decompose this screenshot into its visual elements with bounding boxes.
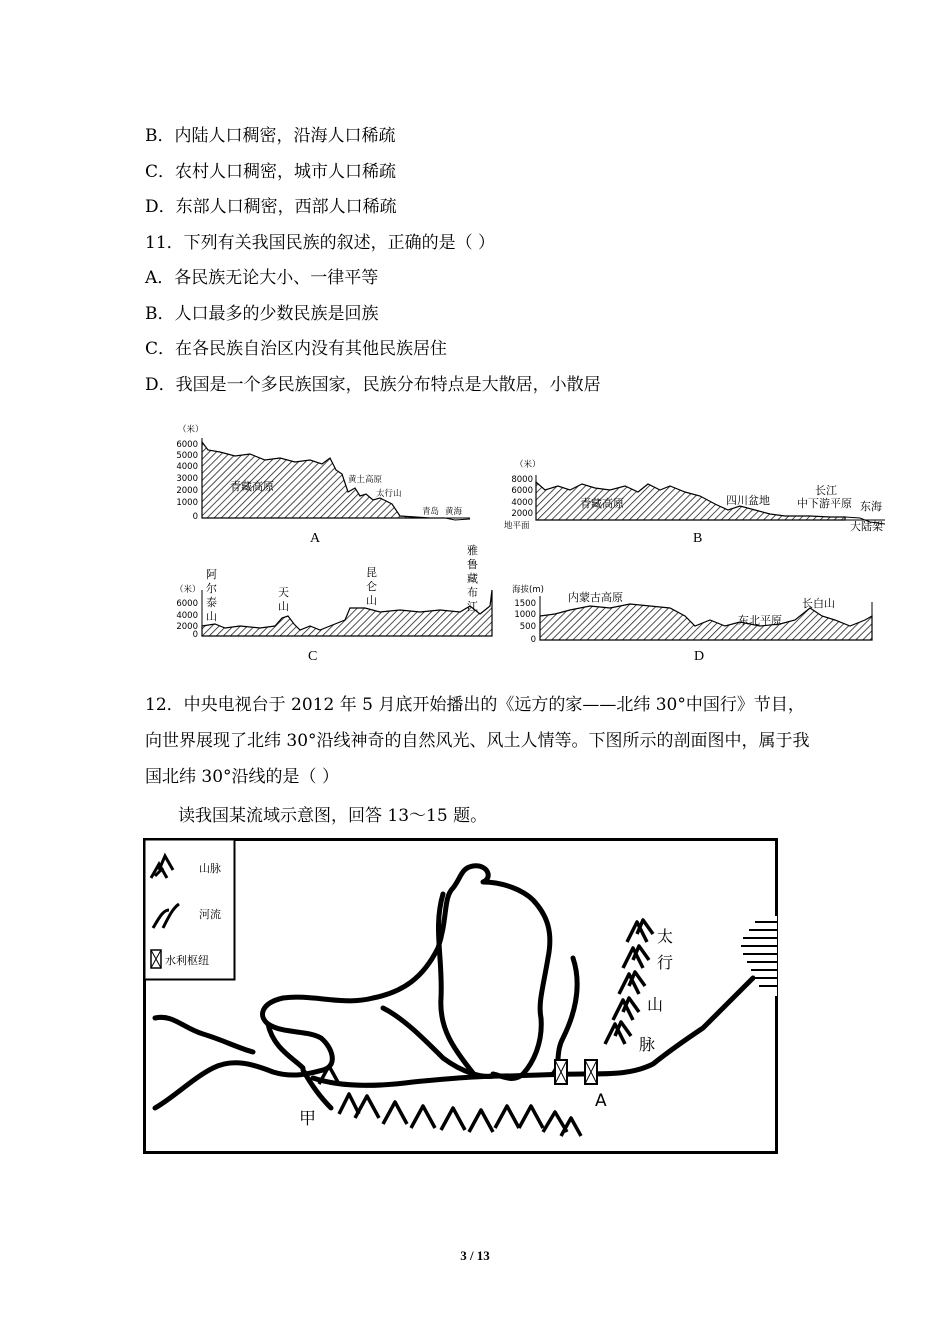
profile-c-tick: 4000 [176, 611, 198, 621]
profile-c [175, 543, 492, 664]
label-qinghai-tibet-plateau-b: 青藏高原 [580, 497, 624, 510]
option-b-population: B．内陆人口稠密，沿海人口稀疏 [145, 126, 396, 146]
profile-c-unit: （米） [175, 585, 201, 595]
profile-d-tick: 1500 [514, 599, 536, 609]
profile-b-tick: 8000 [511, 475, 533, 485]
label-kunlun-mountain [366, 566, 377, 607]
label-sichuan-basin: 四川盆地 [726, 494, 770, 507]
label-altai-mountain [206, 568, 217, 623]
profile-a-tick: 0 [192, 512, 198, 522]
option-d-ethnic: D．我国是一个多民族国家，民族分布特点是大散居，小散居 [145, 375, 601, 395]
label-qingdao: 青岛 [422, 507, 440, 517]
profile-a-caption: A [310, 531, 321, 546]
label-northeast-plain: 东北平原 [738, 614, 782, 627]
profile-a-unit: （米） [178, 425, 204, 435]
label-point-jia: 甲 [299, 1109, 316, 1129]
label-inner-mongolia-plateau: 内蒙古高原 [568, 591, 623, 604]
legend-mountain: 山脉 [199, 862, 221, 875]
profile-a-tick: 6000 [176, 440, 198, 450]
label-continental-shelf: 大陆架 [850, 520, 883, 533]
profile-a-tick: 3000 [176, 474, 198, 484]
legend-river: 河流 [199, 908, 221, 921]
svg-text:仑: 仑 [366, 580, 377, 593]
profile-d [512, 584, 872, 664]
svg-text:藏: 藏 [467, 572, 478, 585]
dam-legend-icon [151, 950, 161, 968]
profile-d-tick: 0 [530, 635, 536, 645]
profile-a-tick: 5000 [176, 451, 198, 461]
profile-d-tick: 1000 [514, 610, 536, 620]
profile-d-tick: 500 [519, 622, 536, 632]
page-number: 3 / 13 [460, 1248, 490, 1263]
svg-text:雅: 雅 [467, 544, 478, 557]
profile-c-tick: 2000 [176, 622, 198, 632]
label-ground-level: 地平面 [504, 521, 530, 531]
svg-text:山: 山 [647, 995, 664, 1014]
option-b-ethnic: B．人口最多的少数民族是回族 [145, 304, 379, 324]
profile-c-tick: 6000 [176, 599, 198, 609]
label-yarlung-tsangpo-river [467, 543, 478, 613]
svg-text:山: 山 [366, 594, 377, 607]
profile-b-unit: （米） [515, 460, 541, 470]
option-c-population: C．农村人口稠密，城市人口稀疏 [145, 162, 397, 182]
profile-d-unit: 海拔(m) [512, 585, 544, 595]
profile-b-tick: 6000 [511, 486, 533, 496]
profile-a [176, 424, 470, 546]
option-c-ethnic: C．在各民族自治区内没有其他民族居住 [145, 339, 448, 359]
label-tianshan-mountain [278, 586, 289, 613]
option-d-population: D．东部人口稠密，西部人口稀疏 [145, 197, 397, 217]
label-taihang-mountain: 太行山 [376, 489, 402, 499]
label-east-china-sea: 东海 [860, 500, 882, 513]
svg-text:泰: 泰 [206, 596, 217, 609]
svg-text:太: 太 [657, 927, 674, 946]
profile-b-tick: 2000 [511, 509, 533, 519]
question-11: 11．下列有关我国民族的叙述，正确的是（ ） [145, 233, 496, 253]
label-middle-lower-plain: 中下游平原 [797, 497, 852, 510]
profile-a-tick: 1000 [176, 498, 198, 508]
svg-text:阿: 阿 [206, 568, 217, 581]
svg-text:脉: 脉 [639, 1035, 656, 1054]
label-point-a: A [595, 1091, 607, 1111]
svg-text:江: 江 [467, 600, 478, 613]
svg-text:天: 天 [278, 586, 289, 599]
profile-c-tick: 0 [192, 630, 198, 640]
map-legend [145, 840, 235, 980]
svg-text:鲁: 鲁 [467, 558, 478, 571]
svg-text:行: 行 [657, 953, 674, 972]
label-yangtze-river: 长江 [815, 484, 837, 497]
svg-text:布: 布 [467, 586, 478, 599]
legend-dam: 水利枢纽 [165, 954, 209, 967]
svg-text:山: 山 [206, 610, 217, 623]
profile-b-tick: 4000 [511, 498, 533, 508]
profile-b-caption: B [693, 531, 703, 546]
profile-d-caption: D [694, 649, 705, 664]
profile-a-tick: 2000 [176, 486, 198, 496]
profile-figure [170, 420, 890, 670]
label-changbai-mountain: 长白山 [802, 597, 835, 610]
profile-b [504, 459, 885, 546]
svg-text:尔: 尔 [206, 582, 217, 595]
profile-a-tick: 4000 [176, 462, 198, 472]
label-yellow-sea: 黄海 [445, 507, 463, 517]
svg-text:山: 山 [278, 600, 289, 613]
label-loess-plateau: 黄土高原 [348, 475, 383, 485]
svg-text:昆: 昆 [366, 566, 377, 579]
question-13-intro: 读我国某流域示意图，回答 13～15 题。 [178, 806, 488, 826]
profile-c-caption: C [308, 649, 318, 664]
basin-map [143, 838, 779, 1156]
label-qinghai-tibet-plateau: 青藏高原 [230, 480, 274, 493]
option-a-ethnic: A．各民族无论大小、一律平等 [145, 268, 379, 288]
question-12: 12．中央电视台于 2012 年 5 月底开始播出的《远方的家——北纬 30°中国行》节目，向世界展现了北纬 30°沿线神奇的自然风光、风土人情等。下图所示的剖面图中，属于我国北纬 30°沿线的是（ ） [145, 695, 810, 787]
